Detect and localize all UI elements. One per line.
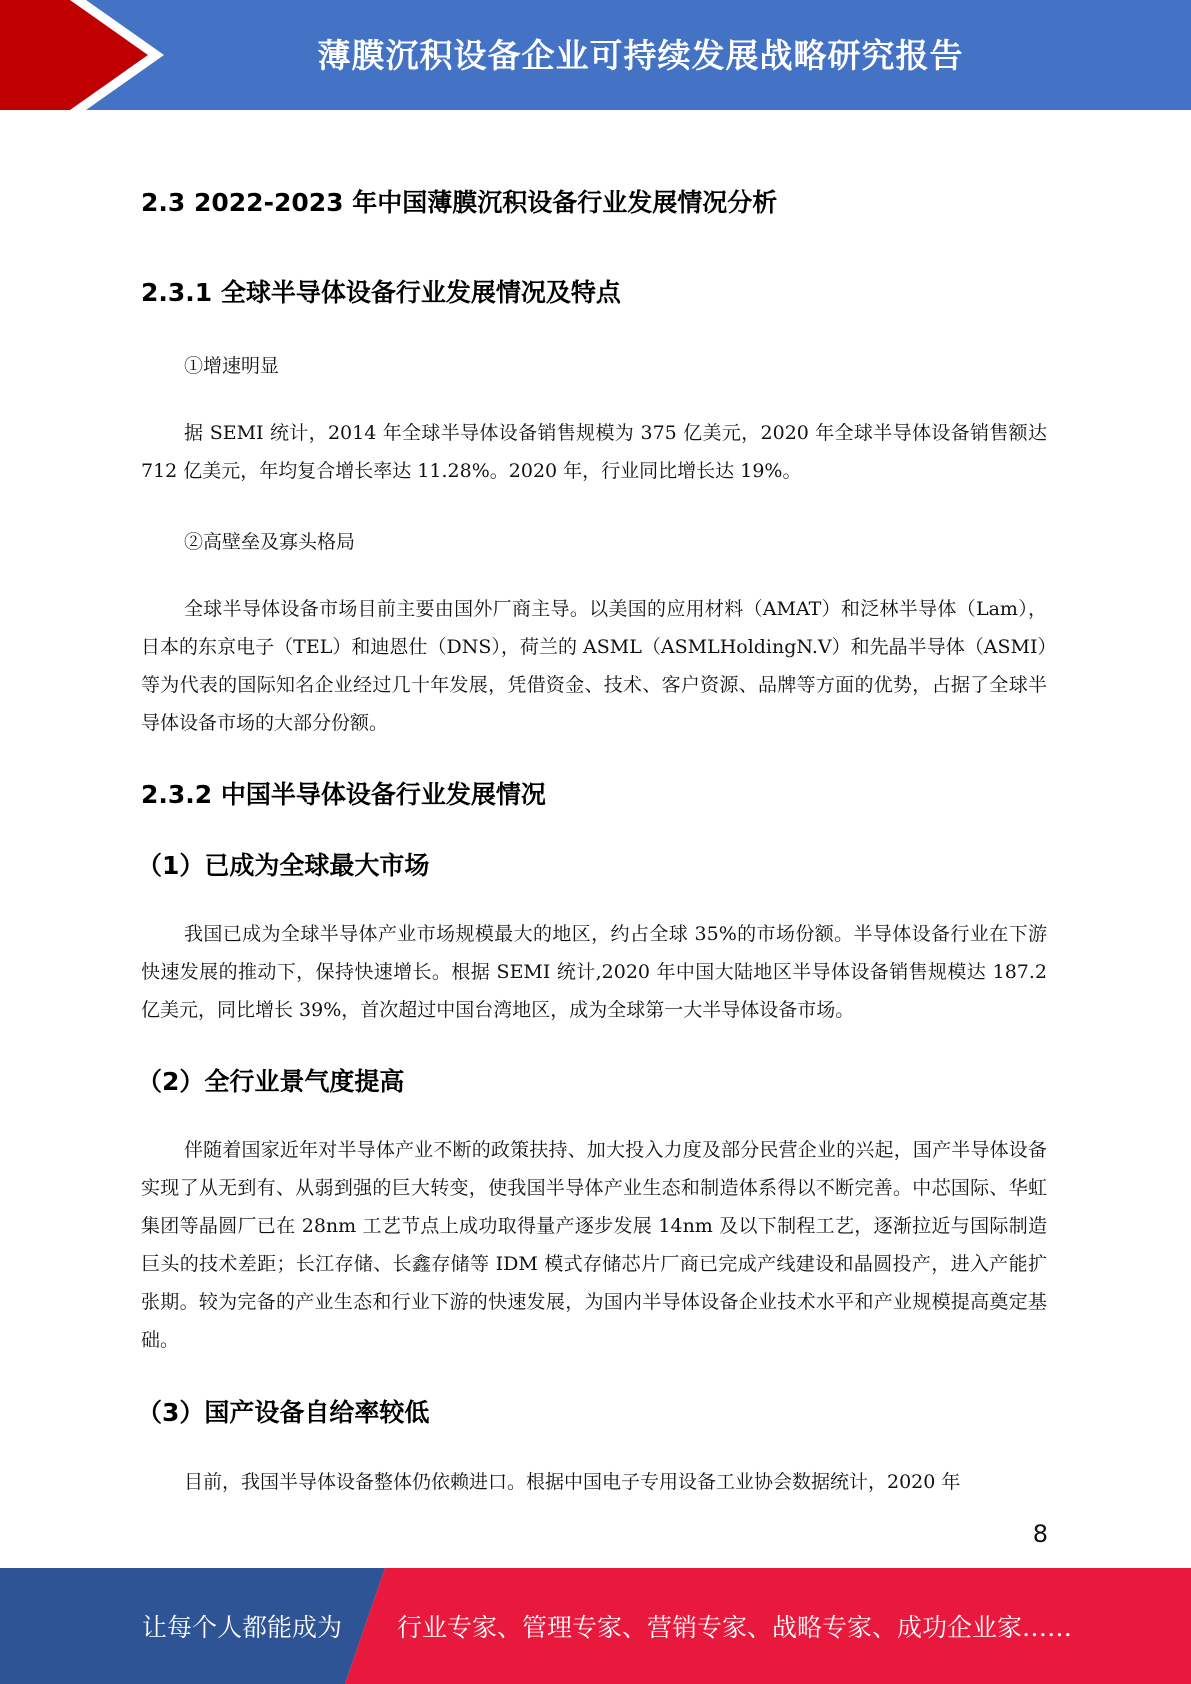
subsection-1-paragraph: 我国已成为全球半导体产业市场规模最大的地区，约占全球 35%的市场份额。半导体设备行业在下游快速发展的推动下，保持快速增长。根据 SEMI 统计,2020 年中国大陆地区半导体设备销售规模达 187.2 亿美元，同比增长 39%，首次超过中国台湾地区，成为全球第一大半导体设备市场。 <box>141 923 1047 1021</box>
footer-slogan-left: 让每个人都能成为 <box>142 1613 343 1642</box>
footer-slogan-right: 行业专家、管理专家、营销专家、战略专家、成功企业家…… <box>397 1613 1073 1642</box>
subsection-3-heading: （3）国产设备自给率较低 <box>137 1398 430 1427</box>
point-1-label: ①增速明显 <box>184 355 280 377</box>
section-2-3-1-heading: 2.3.1 全球半导体设备行业发展情况及特点 <box>141 278 621 307</box>
subsection-2-paragraph: 伴随着国家近年对半导体产业不断的政策扶持、加大投入力度及部分民营企业的兴起，国产半导体设备实现了从无到有、从弱到强的巨大转变，使我国半导体产业生态和制造体系得以不断完善。中芯国际、华虹集团等晶圆厂已在 28nm 工艺节点上成功取得量产逐步发展 14nm 及以下制程工艺，逐渐拉近与国际制造巨头的技术差距；长江存储、长鑫存储等 IDM 模式存储芯片厂商已完成产线建设和晶圆投产，进入产能扩张期。较为完备的产业生态和行业下游的快速发展，为国内半导体设备企业技术水平和产业规模提高奠定基础。 <box>141 1139 1047 1351</box>
page-number: 8 <box>1032 1520 1048 1548</box>
page-header <box>0 0 1191 110</box>
point-2-paragraph: 全球半导体设备市场目前主要由国外厂商主导。以美国的应用材料（AMAT）和泛林半导体（Lam），日本的东京电子（TEL）和迪恩仕（DNS），荷兰的 ASML（ASMLHoldingN.V）和先晶半导体（ASMI）等为代表的国际知名企业经过几十年发展，凭借资金、技术、客户资源、品牌等方面的优势，占据了全球半导体设备市场的大部分份额。 <box>141 598 1047 734</box>
point-2-label: ②高壁垒及寡头格局 <box>184 531 356 553</box>
section-2-3-2-heading: 2.3.2 中国半导体设备行业发展情况 <box>141 780 546 809</box>
subsection-1-heading: （1）已成为全球最大市场 <box>137 851 430 880</box>
page-footer <box>0 1568 1191 1684</box>
point-1-paragraph: 据 SEMI 统计，2014 年全球半导体设备销售规模为 375 亿美元，2020 年全球半导体设备销售额达 712 亿美元，年均复合增长率达 11.28%。2020 年，行业同比增长达 19%。 <box>141 422 1047 482</box>
report-title: 薄膜沉积设备企业可持续发展战略研究报告 <box>317 36 964 75</box>
subsection-3-paragraph: 目前，我国半导体设备整体仍依赖进口。根据中国电子专用设备工业协会数据统计，2020 年 <box>184 1471 961 1493</box>
subsection-2-heading: （2）全行业景气度提高 <box>137 1067 405 1096</box>
section-2-3-heading: 2.3 2022-2023 年中国薄膜沉积设备行业发展情况分析 <box>141 188 778 217</box>
